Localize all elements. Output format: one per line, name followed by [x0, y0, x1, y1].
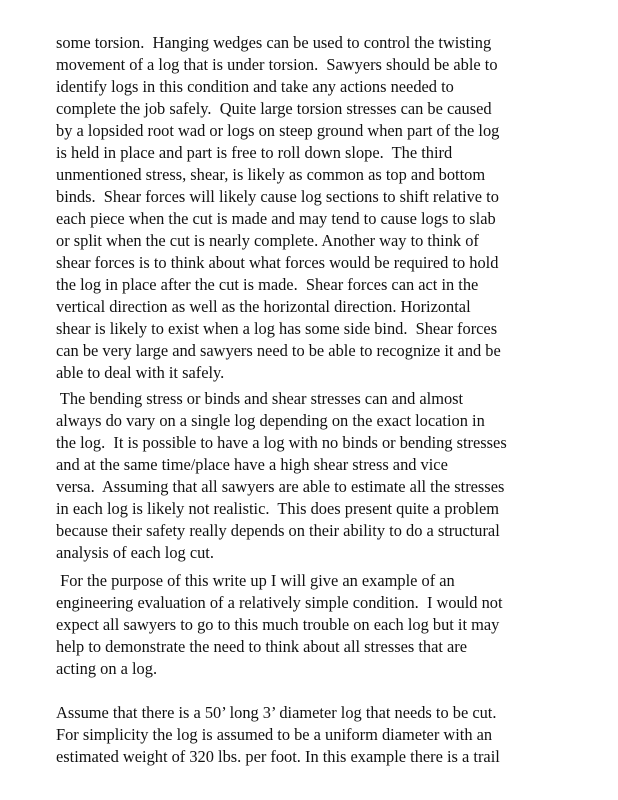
text-line: shear forces is to think about what forces would be required to hold — [56, 253, 499, 272]
text-line: the log in place after the cut is made. Shear forces can act in the — [56, 275, 479, 294]
text-line: always do vary on a single log depending on the exact location in — [56, 411, 485, 430]
text-line: can be very large and sawyers need to be able to recognize it and be — [56, 341, 501, 360]
text-line: identify logs in this condition and take any actions needed to — [56, 77, 454, 96]
text-line: versa. Assuming that all sawyers are able to estimate all the stresses — [56, 477, 505, 496]
text-line: The bending stress or binds and shear stresses can and almost — [56, 389, 464, 408]
text-line: For the purpose of this write up I will give an example of an — [56, 571, 455, 590]
text-line: Assume that there is a 50’ long 3’ diameter log that needs to be cut. — [56, 703, 497, 722]
text-line: is held in place and part is free to roll down slope. The third — [56, 143, 453, 162]
text-line: or split when the cut is nearly complete. Another way to think of — [56, 231, 479, 250]
text-line: analysis of each log cut. — [56, 543, 214, 562]
text-line: shear is likely to exist when a log has some side bind. Shear forces — [56, 319, 498, 338]
text-line: in each log is likely not realistic. This does present quite a problem — [56, 499, 500, 518]
text-line: expect all sawyers to go to this much trouble on each log but it may — [56, 615, 500, 634]
text-line: complete the job safely. Quite large torsion stresses can be caused — [56, 99, 492, 118]
text-line: binds. Shear forces will likely cause log sections to shift relative to — [56, 187, 499, 206]
text-line: acting on a log. — [56, 659, 158, 678]
text-line: estimated weight of 320 lbs. per foot. In this example there is a trail — [56, 747, 500, 766]
text-line: vertical direction as well as the horizontal direction. Horizontal — [56, 297, 471, 316]
text-line: movement of a log that is under torsion. Sawyers should be able to — [56, 55, 498, 74]
text-line: help to demonstrate the need to think about all stresses that are — [56, 637, 468, 656]
text-line: the log. It is possible to have a log with no binds or bending stresses — [56, 433, 507, 452]
text-line: and at the same time/place have a high shear stress and vice — [56, 455, 448, 474]
text-line: unmentioned stress, shear, is likely as common as top and bottom — [56, 165, 486, 184]
text-line: by a lopsided root wad or logs on steep ground when part of the log — [56, 121, 500, 140]
text-line: each piece when the cut is made and may tend to cause logs to slab — [56, 209, 496, 228]
text-line: able to deal with it safely. — [56, 363, 225, 382]
text-line: because their safety really depends on their ability to do a structural — [56, 521, 500, 540]
text-line: engineering evaluation of a relatively simple condition. I would not — [56, 593, 503, 612]
text-line: For simplicity the log is assumed to be a uniform diameter with an — [56, 725, 493, 744]
text-line: some torsion. Hanging wedges can be used to control the twisting — [56, 33, 492, 52]
